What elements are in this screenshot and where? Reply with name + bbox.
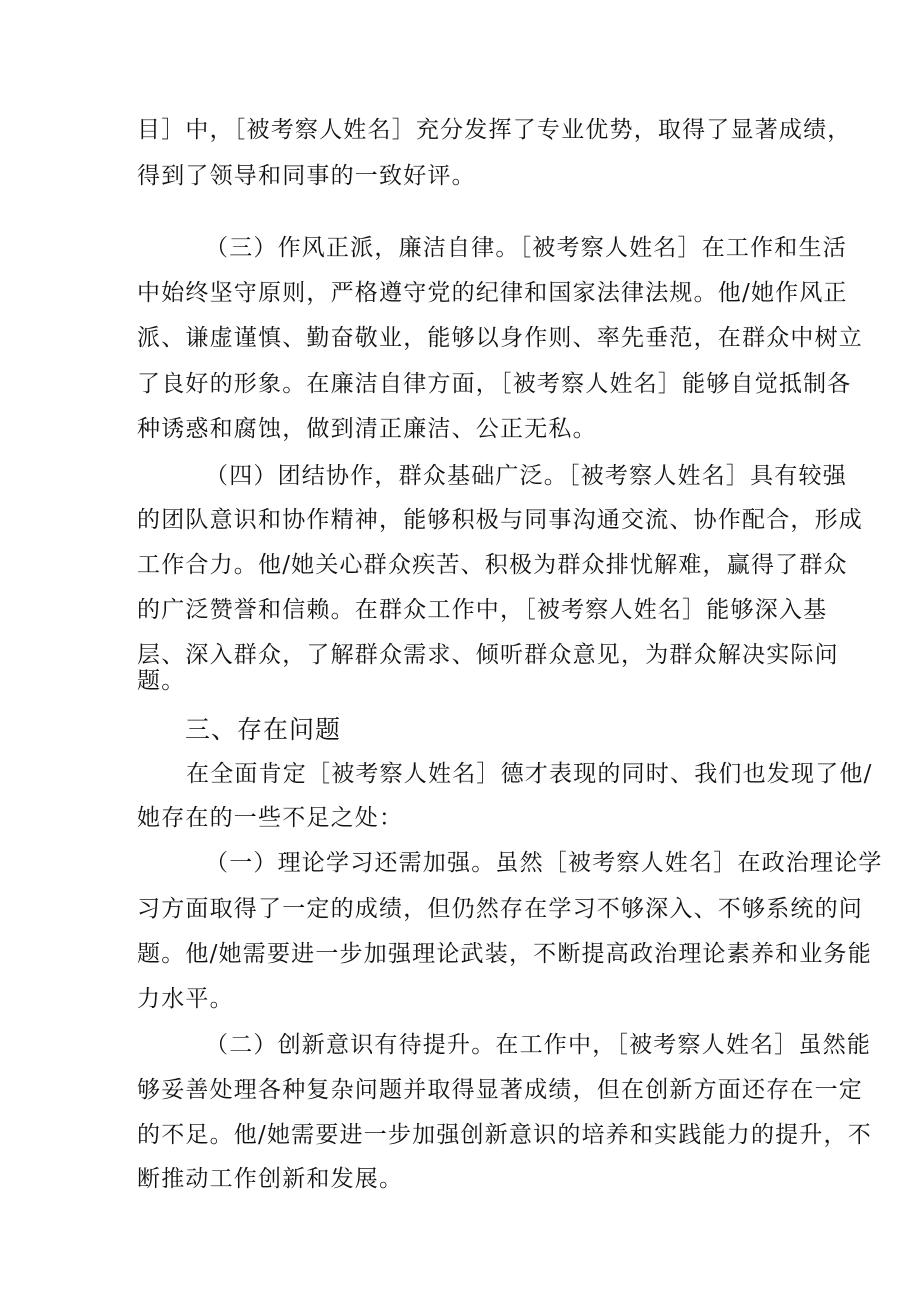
- paragraph-line: 派、谦虚谨慎、勤奋敬业，能够以身作则、率先垂范，在群众中树立: [137, 325, 863, 351]
- paragraph-line: 工作合力。他/她关心群众疾苦、积极为群众排忧解难，赢得了群众: [137, 552, 848, 578]
- paragraph-line: （三）作风正派，廉洁自律。［被考察人姓名］在工作和生活: [205, 235, 847, 261]
- paragraph-line: 的广泛赞誉和信赖。在群众工作中，［被考察人姓名］能够深入基: [137, 597, 828, 623]
- paragraph-line: 得到了领导和同事的一致好评。: [137, 163, 476, 189]
- section-heading: 三、存在问题: [185, 715, 342, 744]
- paragraph-line: 在全面肯定［被考察人姓名］德才表现的同时、我们也发现了他/: [186, 761, 873, 787]
- paragraph-line: 题。他/她需要进一步加强理论武装，不断提高政治理论素养和业务能: [137, 941, 872, 967]
- paragraph-line: 够妥善处理各种复杂问题并取得显著成绩，但在创新方面还存在一定: [137, 1077, 863, 1103]
- paragraph-line: 的团队意识和协作精神，能够积极与同事沟通交流、协作配合，形成: [137, 507, 863, 533]
- paragraph-line: （一）理论学习还需加强。虽然［被考察人姓名］在政治理论学: [205, 850, 883, 876]
- paragraph-line: （四）团结协作，群众基础广泛。［被考察人姓名］具有较强: [205, 463, 847, 489]
- paragraph-line: 层、深入群众，了解群众需求、倾听群众意见，为群众解决实际问: [137, 642, 839, 668]
- paragraph-line: 中始终坚守原则，严格遵守党的纪律和国家法律法规。他/她作风正: [137, 280, 848, 306]
- paragraph-line: 她存在的一些不足之处：: [137, 805, 404, 831]
- paragraph-line: 了良好的形象。在廉洁自律方面，［被考察人姓名］能够自觉抵制各: [137, 371, 852, 397]
- paragraph-line: 目］中，［被考察人姓名］充分发挥了专业优势，取得了显著成绩，: [137, 117, 852, 143]
- paragraph-line: 的不足。他/她需要进一步加强创新意识的培养和实践能力的提升，不: [137, 1122, 872, 1148]
- paragraph-line: 断推动工作创新和发展。: [137, 1166, 404, 1192]
- paragraph-line: 力水平。: [137, 986, 234, 1012]
- paragraph-line: 习方面取得了一定的成绩，但仍然存在学习不够深入、不够系统的问: [137, 896, 863, 922]
- paragraph-line: 种诱惑和腐蚀，做到清正廉洁、公正无私。: [137, 416, 597, 442]
- paragraph-line: 题。: [137, 668, 186, 694]
- paragraph-line: （二）创新意识有待提升。在工作中，［被考察人姓名］虽然能: [205, 1032, 872, 1058]
